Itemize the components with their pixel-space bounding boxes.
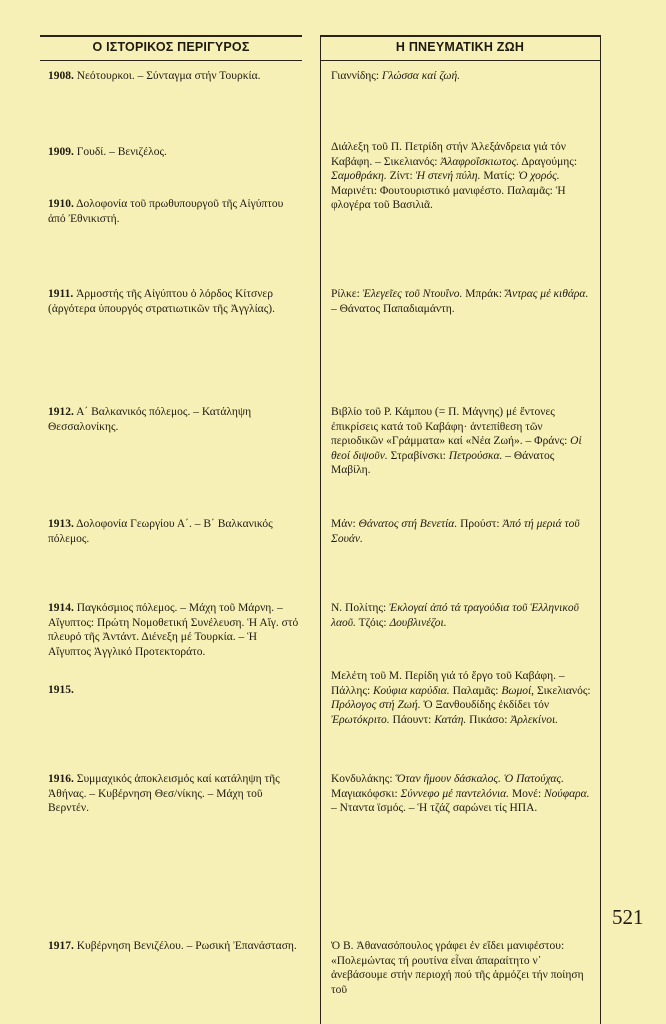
- work-title: Ἐρωτόκριτο.: [331, 713, 390, 726]
- page-number: 521: [612, 905, 644, 929]
- year-label: 1908.: [48, 70, 74, 82]
- culture-text: – Νταντα ϊσμός. – Ἡ τζάζ σαρώνει τίς ΗΠΑ.: [331, 802, 538, 814]
- history-text: Α΄ Βαλκανικός πόλεμος. – Κατάληψη Θεσσαλονίκης.: [48, 406, 252, 433]
- year-label: 1913.: [48, 518, 74, 530]
- work-title: Ἡ στενή πύλη.: [415, 170, 481, 182]
- work-title: Γλώσσα καί ζωή.: [381, 70, 461, 82]
- culture-text: Πάουντ:: [389, 713, 435, 726]
- culture-entry-1909: [331, 140, 594, 213]
- work-title: Ἄντρας μέ κιθάρα.: [504, 288, 589, 300]
- culture-text: Σικελιανός:: [534, 684, 591, 697]
- work-title: Σαμοθράκη.: [331, 170, 387, 182]
- year-label: 1914.: [48, 602, 74, 614]
- work-title: Οἱ θεοί διψοῦν.: [331, 435, 582, 462]
- work-title: Ἐλεγεῖες τοῦ Ντουΐνο.: [362, 288, 463, 300]
- history-entry-1909: [48, 145, 300, 160]
- history-entry-1911: [48, 287, 300, 316]
- culture-entry-1917: [331, 939, 594, 997]
- culture-text: Ματίς:: [480, 170, 518, 182]
- culture-text: Κονδυλάκης:: [331, 773, 396, 785]
- history-text: Ἁρμοστής τῆς Αἰγύπτου ὁ λόρδος Κίτσνερ (ἀργότερα ὑπουργός στρατιωτικῶν τῆς Ἀγγλίας).: [48, 288, 275, 315]
- column-header-intellectual: Η ΠΝΕΥΜΑΤΙΚΗ ΖΩΗ: [395, 40, 525, 54]
- top-rule-right: [320, 35, 600, 37]
- culture-text: Στραβίνσκι:: [387, 449, 449, 462]
- work-title: Νούφαρα.: [544, 787, 590, 800]
- culture-text: Πικάσο:: [466, 713, 511, 726]
- culture-text: Βιβλίο τοῦ Ρ. Κάμπου (= Π. Μάγνης) μέ ἔντονες ἐπικρίσεις κατά τοῦ Καβάφη· ἀντεπίθεση τῶν περιοδικῶν «Γράμματα» καί «Νέα Ζωή». – Φράνς:: [331, 406, 571, 447]
- history-text: Δολοφονία τοῦ πρωθυπουργοῦ τῆς Αἰγύπτου ἀπό Ἐθνικιστή.: [48, 198, 284, 225]
- year-label: 1916.: [48, 773, 74, 785]
- history-text: Κυβέρνηση Βενιζέλου. – Ρωσική Ἐπανάσταση.: [76, 940, 297, 952]
- work-title: Κούφια καρύδια.: [373, 684, 450, 697]
- culture-text: Διάλεξη τοῦ Π. Πετρίδη στήν Ἀλεξάνδρεια γιά τόν Καβάφη. – Σικελιανός:: [331, 141, 566, 168]
- work-title: Βωμοί,: [501, 684, 535, 697]
- culture-text: – Θάνατος Παπαδιαμάντη.: [331, 302, 455, 315]
- top-rule-left: [40, 35, 302, 37]
- work-title: Ἀπό τή μεριά τοῦ Σουάν.: [331, 518, 580, 545]
- culture-entry-1908: [331, 69, 594, 84]
- culture-text: Μαρινέτι: Φουτουριστικό μανιφέστο. Παλαμᾶς: Ἡ φλογέρα τοῦ Βασιλιᾶ.: [331, 184, 566, 211]
- history-text: Παγκόσμιος πόλεμος. – Μάχη τοῦ Μάρνη. – Αἴγυπτος: Πρώτη Νομοθετική Συνέλευση. Ἡ Αἴγ. στό πλευρό τῆς Ἀντάντ. Διένεξη μέ Τουρκία. – Ἡ Αἴγυπτος Ἀγγλικό Προτεκτοράτο.: [48, 602, 299, 658]
- culture-entry-1911: [331, 287, 594, 316]
- culture-text: Μελέτη τοῦ Μ. Περίδη γιά τό ἔργο τοῦ Καβάφη. – Πάλλης:: [331, 670, 565, 697]
- work-title: Ὁ χορός.: [517, 170, 560, 182]
- history-text: Δολοφονία Γεωργίου Α΄. – Β΄ Βαλκανικός πόλεμος.: [48, 518, 273, 545]
- history-entry-1913: [48, 517, 300, 546]
- history-entry-1915: [48, 683, 300, 698]
- culture-text: Τζόις:: [355, 616, 390, 629]
- work-title: Θάνατος στή Βενετία.: [358, 518, 458, 530]
- work-title: Ἀρλεκίνοι.: [510, 713, 559, 726]
- culture-entry-1914: [331, 601, 594, 630]
- history-entry-1917: [48, 939, 300, 954]
- header-underline-right: [320, 60, 600, 61]
- culture-text: Προύστ:: [457, 518, 503, 530]
- header-underline-left: [40, 60, 302, 61]
- work-title: Ὅταν ἤμουν δάσκαλος.: [395, 773, 501, 785]
- culture-entry-1912: [331, 405, 594, 478]
- history-entry-1912: [48, 405, 300, 434]
- culture-text: Μάν:: [331, 518, 359, 530]
- work-title: Δουβλινέζοι.: [389, 616, 447, 629]
- history-text: Γουδί. – Βενιζέλος.: [76, 146, 167, 158]
- culture-text: Ὁ Β. Ἀθανασόπουλος γράφει ἐν εἴδει μανιφέστου: «Πολεμώντας τή ρουτίνα εἶναι ἀπαραίτητο ν᾿ ἀνεβάσουμε στήν περιοχή πού τῆς ἁρμόζει τήν ποίηση τοῦ: [331, 940, 584, 996]
- culture-text: Ὁ Ξανθουδίδης ἐκδίδει τόν: [420, 699, 550, 711]
- culture-entry-1916: [331, 772, 594, 816]
- work-title: Ὁ Πατούχας.: [503, 773, 564, 785]
- work-title: Πετρούσκα.: [448, 449, 503, 462]
- work-title: Ἐκλογαί ἀπό τά τραγούδια τοῦ Ἑλληνικοῦ λαοῦ.: [331, 602, 579, 629]
- year-label: 1915.: [48, 684, 74, 696]
- culture-text: – Θάνατος Μαβίλη.: [331, 449, 555, 476]
- culture-text: Μπράκ:: [462, 288, 505, 300]
- work-title: Σύννεφο μέ παντελόνια.: [400, 787, 510, 800]
- year-label: 1910.: [48, 198, 74, 210]
- year-label: 1911.: [48, 288, 74, 300]
- culture-text: Ρίλκε:: [331, 288, 363, 300]
- culture-text: Ν. Πολίτης:: [331, 602, 390, 614]
- work-title: Πρόλογος στή Ζωή.: [331, 699, 421, 711]
- history-entry-1916: [48, 772, 300, 816]
- culture-text: Ζίντ:: [386, 170, 416, 182]
- right-column-edge: [600, 35, 601, 1024]
- work-title: Κατάη.: [434, 713, 467, 726]
- column-header-historical: Ο ΙΣΤΟΡΙΚΟΣ ΠΕΡΙΓΥΡΟΣ: [92, 40, 250, 54]
- year-label: 1909.: [48, 146, 74, 158]
- culture-text: Γιαννίδης:: [331, 70, 382, 82]
- culture-entry-1915: [331, 669, 594, 727]
- column-divider: [320, 35, 321, 1024]
- history-text: Συμμαχικός ἀποκλεισμός καί κατάληψη τῆς Ἀθήνας. – Κυβέρνηση Θεσ/νίκης. – Μάχη τοῦ Βερντέν.: [48, 773, 280, 814]
- culture-text: Μονέ:: [509, 787, 545, 800]
- history-entry-1914: [48, 601, 300, 659]
- year-label: 1912.: [48, 406, 74, 418]
- history-entry-1908: [48, 69, 300, 84]
- culture-entry-1913: [331, 517, 594, 546]
- work-title: Ἀλαφροΐσκιωτος.: [440, 155, 520, 168]
- history-entry-1910: [48, 197, 300, 226]
- year-label: 1917.: [48, 940, 74, 952]
- culture-text: Παλαμᾶς:: [449, 684, 502, 697]
- culture-text: Δραγούμης:: [519, 155, 578, 168]
- culture-text: Μαγιακόφσκι:: [331, 787, 401, 800]
- history-text: Νεότουρκοι. – Σύνταγμα στήν Τουρκία.: [76, 70, 261, 82]
